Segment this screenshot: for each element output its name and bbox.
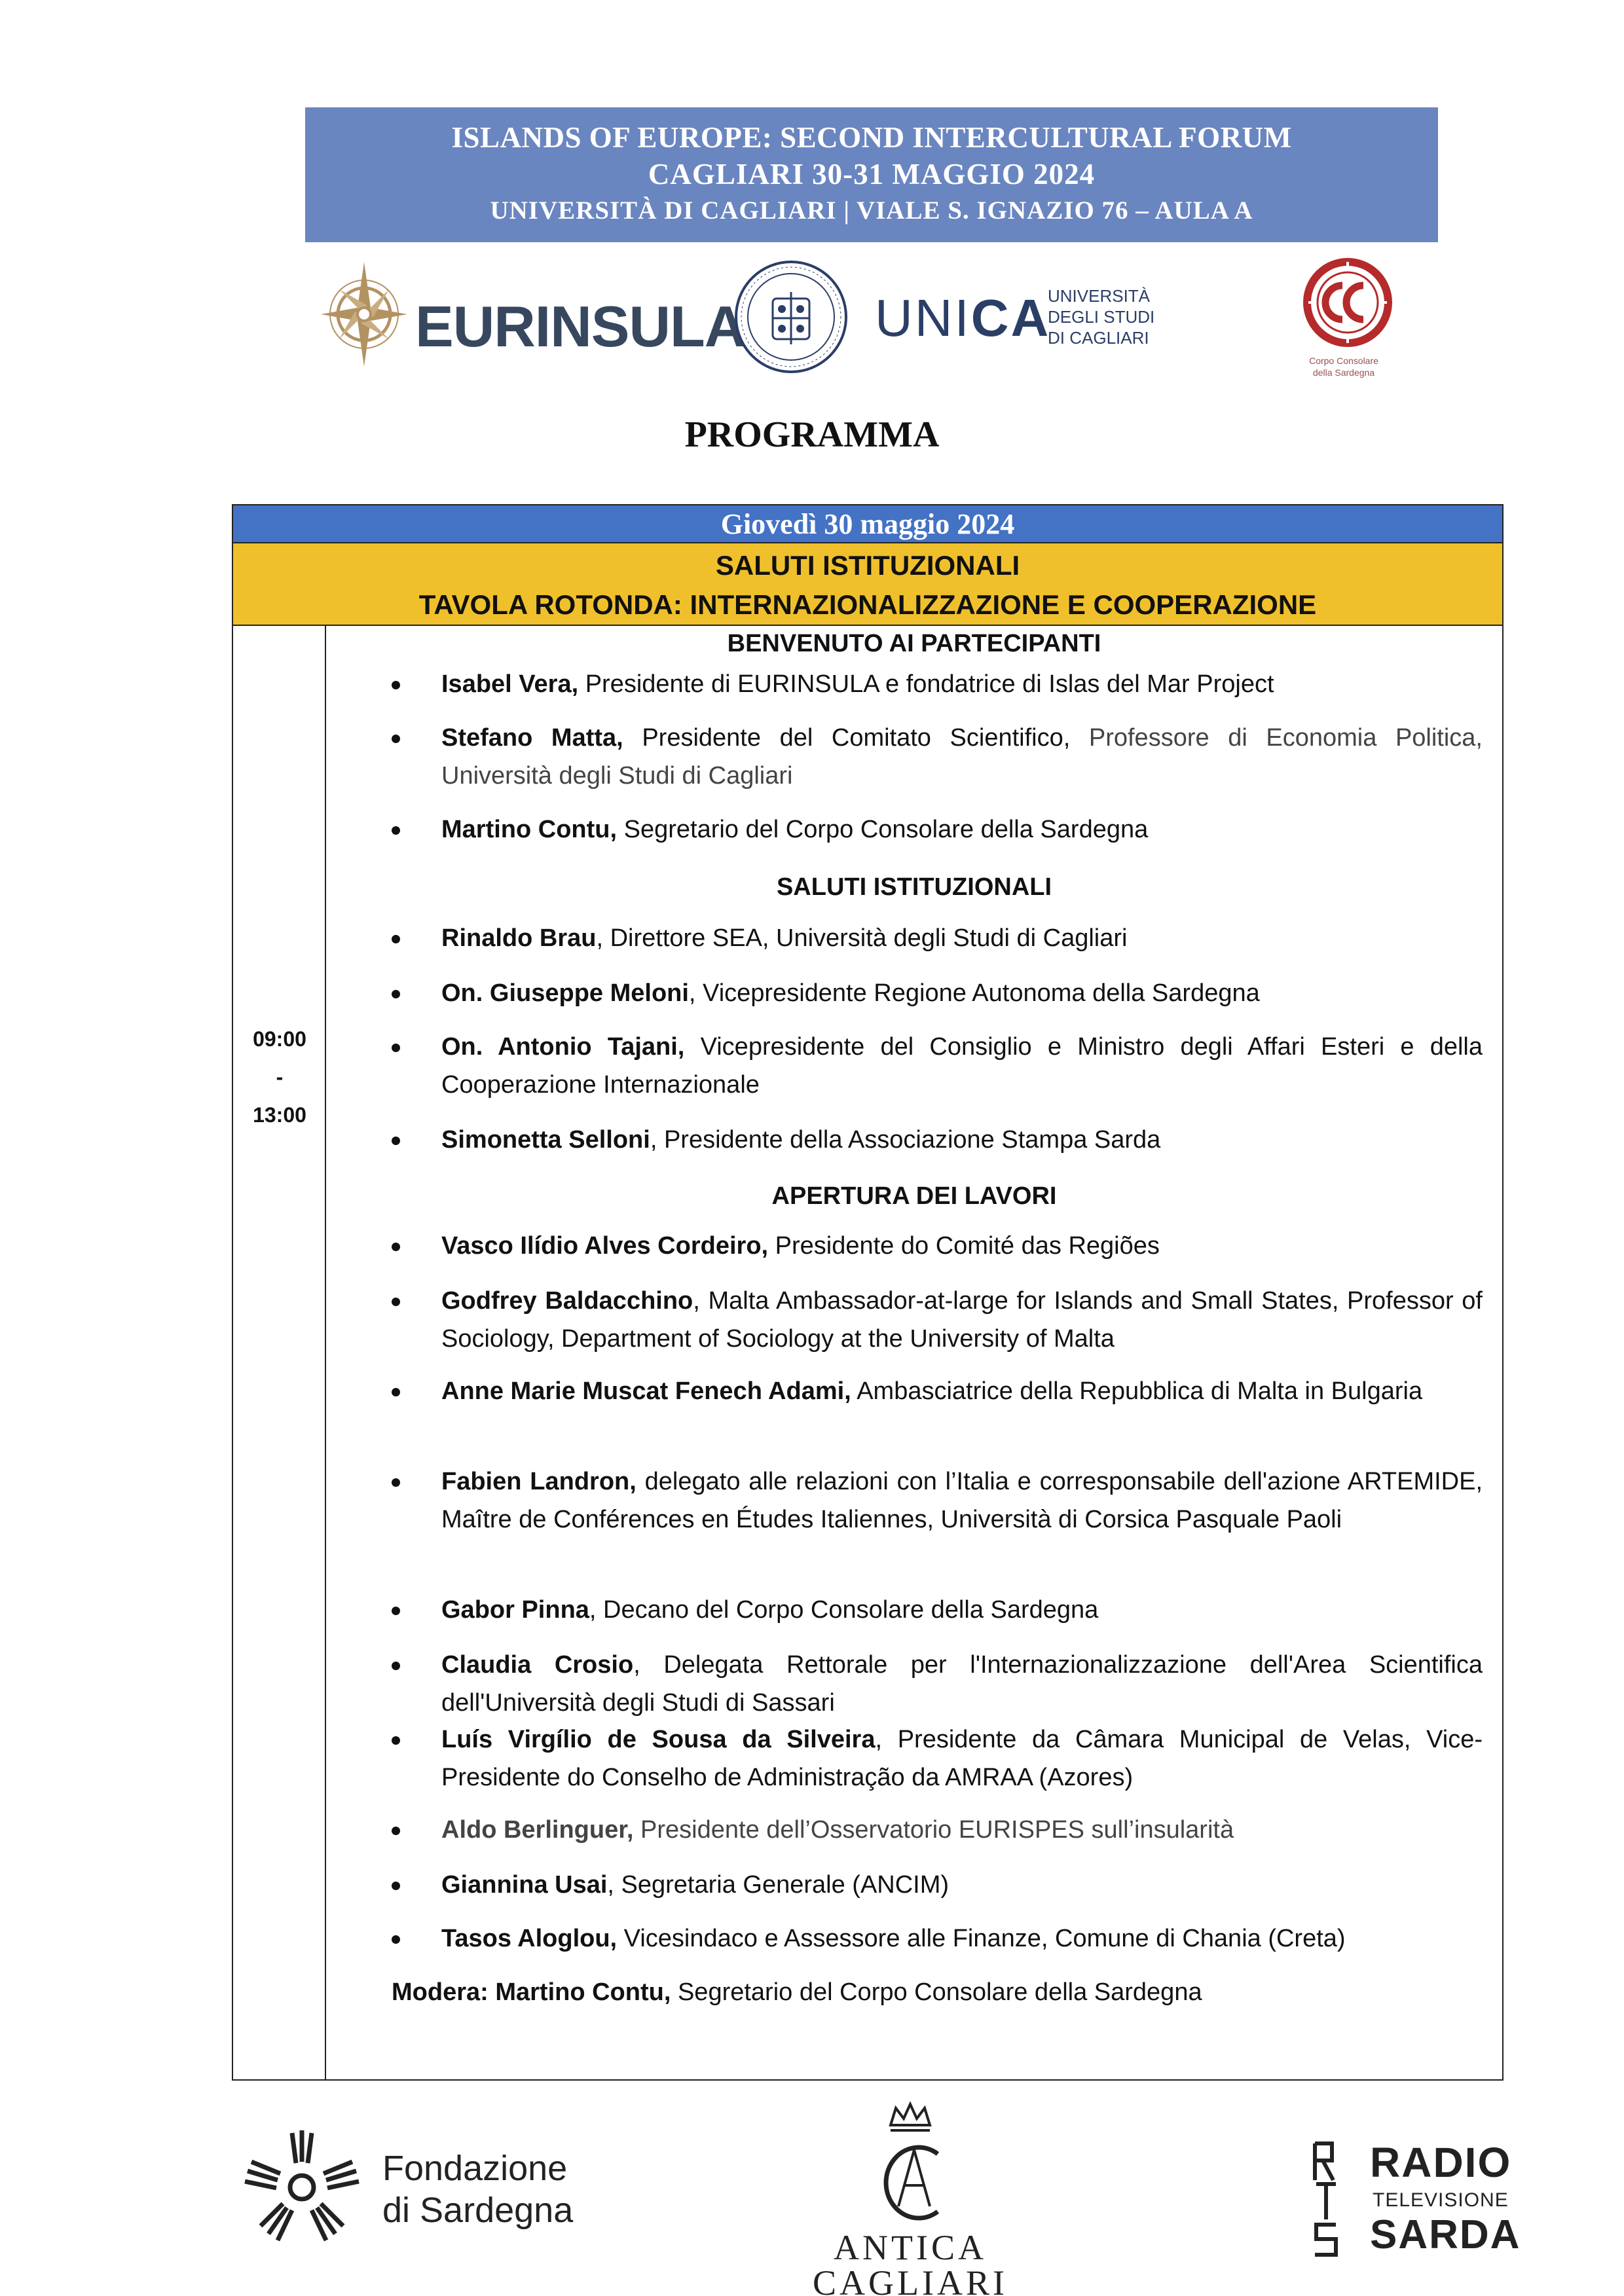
moderator-role: Segretario del Corpo Consolare della Sardegna bbox=[671, 1978, 1202, 2006]
speaker-name: Giannina Usai bbox=[441, 1871, 608, 1899]
bullet-icon bbox=[392, 1388, 400, 1396]
speaker-role: , Malta Ambassador-at-large for Islands and Small States, Professor of Sociology, Department of Sociology at the University of Malta bbox=[441, 1287, 1483, 1353]
unica-subtitle bbox=[1048, 285, 1154, 348]
session-title-line: TAVOLA ROTONDA: INTERNAZIONALIZZAZIONE E COOPERAZIONE bbox=[418, 589, 1317, 620]
session-title-line: SALUTI ISTITUZIONALI bbox=[715, 550, 1020, 581]
speaker-item bbox=[441, 1920, 1483, 1958]
bullet-icon bbox=[392, 1137, 400, 1145]
sponsor-logos-footer bbox=[0, 2102, 1624, 2296]
speaker-name: On. Giuseppe Meloni bbox=[441, 979, 689, 1007]
bullet-icon bbox=[392, 1298, 400, 1306]
speaker-name: Martino Contu, bbox=[441, 816, 618, 843]
bullet-icon bbox=[392, 1736, 400, 1745]
speaker-role: Vicesindaco e Assessore alle Finanze, Comune di Chania (Creta) bbox=[617, 1925, 1346, 1952]
unica-sub-line: DI CAGLIARI bbox=[1048, 328, 1149, 348]
speaker-role: Ambasciatrice della Repubblica di Malta in Bulgaria bbox=[851, 1377, 1423, 1405]
speaker-item bbox=[441, 974, 1483, 1012]
unica-sub-line: UNIVERSITÀ bbox=[1048, 286, 1151, 306]
speaker-role: , Vicepresidente Regione Autonoma della Sardegna bbox=[688, 979, 1260, 1007]
event-venue: UNIVERSITÀ DI CAGLIARI | VIALE S. IGNAZIO 76 – AULA A bbox=[490, 196, 1253, 225]
bullet-icon bbox=[392, 826, 400, 835]
event-dates: CAGLIARI 30-31 MAGGIO 2024 bbox=[648, 158, 1096, 191]
speaker-role: , Delegata Rettorale per l'Internazionalizzazione dell'Area Scientifica dell'Università degli Studi di Sassari bbox=[441, 1651, 1483, 1717]
speaker-item bbox=[441, 1866, 1483, 1904]
unica-sub-line: DEGLI STUDI bbox=[1048, 307, 1155, 327]
speaker-name: Tasos Aloglou, bbox=[441, 1925, 618, 1952]
speaker-role: , Segretaria Generale (ANCIM) bbox=[607, 1871, 950, 1899]
unica-wordmark bbox=[875, 288, 1050, 348]
speaker-role: Segretario del Corpo Consolare della Sardegna bbox=[617, 816, 1149, 843]
speaker-name: Vasco Ilídio Alves Cordeiro, bbox=[441, 1232, 769, 1260]
university-seal-icon bbox=[733, 259, 849, 374]
antica-cagliari-crown-monogram-icon bbox=[864, 2102, 956, 2226]
speaker-role: delegato alle relazioni con l’Italia e corresponsabile dell'azione ARTEMIDE, Maître de Conférences en Études Italiennes, Università di Corsica Pasquale Paoli bbox=[441, 1468, 1483, 1533]
eurinsula-wordmark: EURINSULA bbox=[415, 294, 746, 359]
fondazione-line: Fondazione bbox=[382, 2149, 568, 2188]
speaker-role: , Direttore SEA, Università degli Studi di Cagliari bbox=[596, 924, 1128, 952]
bullet-icon bbox=[392, 1044, 400, 1052]
speaker-name: Rinaldo Brau bbox=[441, 924, 597, 952]
speaker-name: Stefano Matta, bbox=[441, 724, 623, 752]
antica-cagliari-line: CAGLIARI bbox=[813, 2263, 1008, 2296]
section-heading-apertura: APERTURA DEI LAVORI bbox=[771, 1182, 1057, 1210]
rts-tv-text: TELEVISIONE bbox=[1373, 2189, 1509, 2211]
speaker-name: Simonetta Selloni bbox=[441, 1126, 650, 1154]
speaker-item bbox=[441, 1646, 1483, 1722]
partner-logos-top bbox=[0, 255, 1624, 399]
bullet-icon bbox=[392, 1935, 400, 1944]
rts-radio-text: RADIO bbox=[1370, 2139, 1512, 2186]
speaker-name: Claudia Crosio bbox=[441, 1651, 634, 1679]
compass-rose-icon bbox=[318, 259, 410, 371]
speaker-name: Luís Virgílio de Sousa da Silveira bbox=[441, 1726, 876, 1753]
time-end: 13:00 bbox=[253, 1103, 306, 1127]
speaker-name: On. Antonio Tajani, bbox=[441, 1033, 685, 1061]
time-separator: - bbox=[276, 1065, 284, 1089]
eurinsula-logo bbox=[318, 255, 746, 380]
speaker-role: Presidente del Comitato Scientifico, bbox=[623, 724, 1071, 752]
rts-sarda-text: SARDA bbox=[1370, 2212, 1521, 2257]
fondazione-wordmark bbox=[382, 2147, 573, 2231]
speaker-role-secondary: Professore di Economia Politica, Università degli Studi di Cagliari bbox=[441, 724, 1483, 790]
time-column bbox=[233, 626, 326, 2079]
consolare-caption-line: Corpo Consolare bbox=[1309, 355, 1378, 366]
speaker-name: Anne Marie Muscat Fenech Adami, bbox=[441, 1377, 851, 1405]
speaker-role: Presidente di EURINSULA e fondatrice di Islas del Mar Project bbox=[578, 670, 1274, 698]
speaker-item bbox=[441, 1121, 1483, 1159]
speaker-item bbox=[441, 1591, 1483, 1629]
antica-cagliari-line: ANTICA bbox=[834, 2228, 987, 2267]
speaker-item bbox=[441, 1282, 1483, 1358]
speaker-item bbox=[441, 719, 1483, 795]
speaker-role: , Presidente della Associazione Stampa Sarda bbox=[650, 1126, 1161, 1154]
fondazione-star-icon bbox=[240, 2125, 364, 2250]
speaker-role: Vicepresidente del Consiglio e Ministro degli Affari Esteri e della Cooperazione Internazionale bbox=[441, 1033, 1483, 1099]
programme-table bbox=[232, 504, 1504, 2081]
page-title: PROGRAMMA bbox=[684, 414, 940, 455]
bullet-icon bbox=[392, 1827, 400, 1835]
speaker-item bbox=[441, 665, 1483, 703]
speaker-role: , Decano del Corpo Consolare della Sardegna bbox=[589, 1596, 1099, 1624]
speaker-item bbox=[441, 1028, 1483, 1104]
rts-monogram-icon bbox=[1310, 2141, 1356, 2259]
consolare-caption bbox=[1291, 355, 1396, 378]
section-heading-saluti: SALUTI ISTITUZIONALI bbox=[776, 873, 1052, 901]
speaker-name: Fabien Landron, bbox=[441, 1468, 637, 1495]
bullet-icon bbox=[392, 1882, 400, 1890]
bullet-icon bbox=[392, 681, 400, 689]
fondazione-line: di Sardegna bbox=[382, 2191, 574, 2230]
speaker-item bbox=[441, 1463, 1483, 1539]
bullet-icon bbox=[392, 1243, 400, 1251]
bullet-icon bbox=[392, 1607, 400, 1615]
session-header bbox=[233, 543, 1502, 626]
speaker-item bbox=[441, 1227, 1483, 1265]
speaker-item bbox=[441, 1721, 1483, 1796]
moderator-line bbox=[392, 1973, 1505, 2011]
bullet-icon bbox=[392, 735, 400, 743]
antica-cagliari-wordmark bbox=[786, 2230, 1035, 2296]
speaker-item bbox=[441, 811, 1483, 848]
consolare-caption-line: della Sardegna bbox=[1312, 367, 1375, 378]
speaker-item bbox=[441, 1811, 1483, 1849]
session-content bbox=[326, 626, 1502, 2079]
speaker-name: Gabor Pinna bbox=[441, 1596, 589, 1624]
speaker-name: Aldo Berlinguer, bbox=[441, 1816, 634, 1844]
time-start: 09:00 bbox=[253, 1027, 306, 1051]
speaker-item bbox=[441, 1372, 1483, 1410]
unica-suffix: CA bbox=[970, 289, 1051, 347]
speaker-role: Presidente dell’Osservatorio EURISPES sull’insularità bbox=[633, 1816, 1234, 1844]
speaker-role: Presidente do Comité das Regiões bbox=[768, 1232, 1160, 1260]
bullet-icon bbox=[392, 990, 400, 998]
section-heading-benvenuto: BENVENUTO AI PARTECIPANTI bbox=[727, 630, 1101, 657]
speaker-name: Isabel Vera, bbox=[441, 670, 579, 698]
unica-prefix: UNI bbox=[875, 289, 971, 347]
time-range bbox=[233, 1020, 326, 1134]
bullet-icon bbox=[392, 935, 400, 943]
bullet-icon bbox=[392, 1478, 400, 1487]
event-title: ISLANDS OF EUROPE: SECOND INTERCULTURAL FORUM bbox=[451, 121, 1292, 154]
day-header: Giovedì 30 maggio 2024 bbox=[233, 505, 1502, 543]
moderator-label: Modera: Martino Contu, bbox=[392, 1978, 671, 2006]
speaker-item bbox=[441, 919, 1483, 957]
speaker-name: Godfrey Baldacchino bbox=[441, 1287, 693, 1315]
bullet-icon bbox=[392, 1662, 400, 1670]
header-banner bbox=[305, 107, 1438, 242]
speaker-role: , Presidente da Câmara Municipal de Velas, Vice-Presidente do Conselho de Administração da AMRAA (Azores) bbox=[441, 1726, 1483, 1791]
